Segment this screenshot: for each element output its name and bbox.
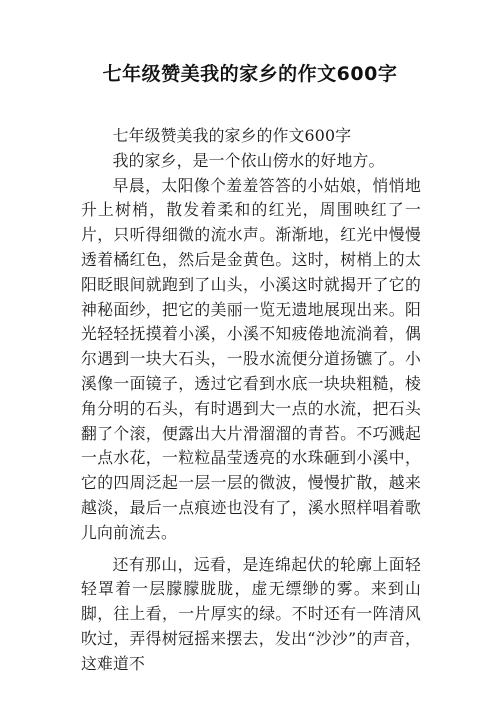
paragraph-mountain: 还有那山，远看，是连绵起伏的轮廓上面轻轻罩着一层朦朦胧胧，虚无缥缈的雾。来到山脚，往上看，一片厚实的绿。不时还有一阵清风吹过，弄得树冠摇来摆去，发出“沙沙”的声音，这难道不 xyxy=(81,554,421,673)
document-body xyxy=(81,124,421,677)
paragraph-morning: 早晨，太阳像个羞羞答答的小姑娘，悄悄地升上树梢，散发着柔和的红光，周围映红了一片，只听得细微的流水声。渐渐地，红光中慢慢透着橘红色，然后是金黄色。这时，树梢上的太阳眨眼间就跑到了山头，小溪这时就揭开了它的神秘面纱，把它的美丽一览无遗地展现出来。阳光轻轻抚摸着小溪，小溪不知疲倦地流淌着，偶尔遇到一块大石头，一股水流便分道扬镳了。小溪像一面镜子，透过它看到水底一块块粗糙，棱角分明的石头，有时遇到大一点的水流，把石头翻了个滚，便露出大片滑溜溜的青苔。不巧溅起一点水花，一粒粒晶莹透亮的水珠砸到小溪中，它的四周泛起一层一层的微波，慢慢扩散，越来越淡，最后一点痕迹也没有了，溪水照样唱着歌儿向前流去。 xyxy=(81,175,421,542)
paragraph-heading: 七年级赞美我的家乡的作文600字 xyxy=(112,126,352,145)
document-title: 七年级赞美我的家乡的作文600字 xyxy=(102,63,398,85)
paragraph-intro: 我的家乡，是一个依山傍水的好地方。 xyxy=(112,150,385,170)
